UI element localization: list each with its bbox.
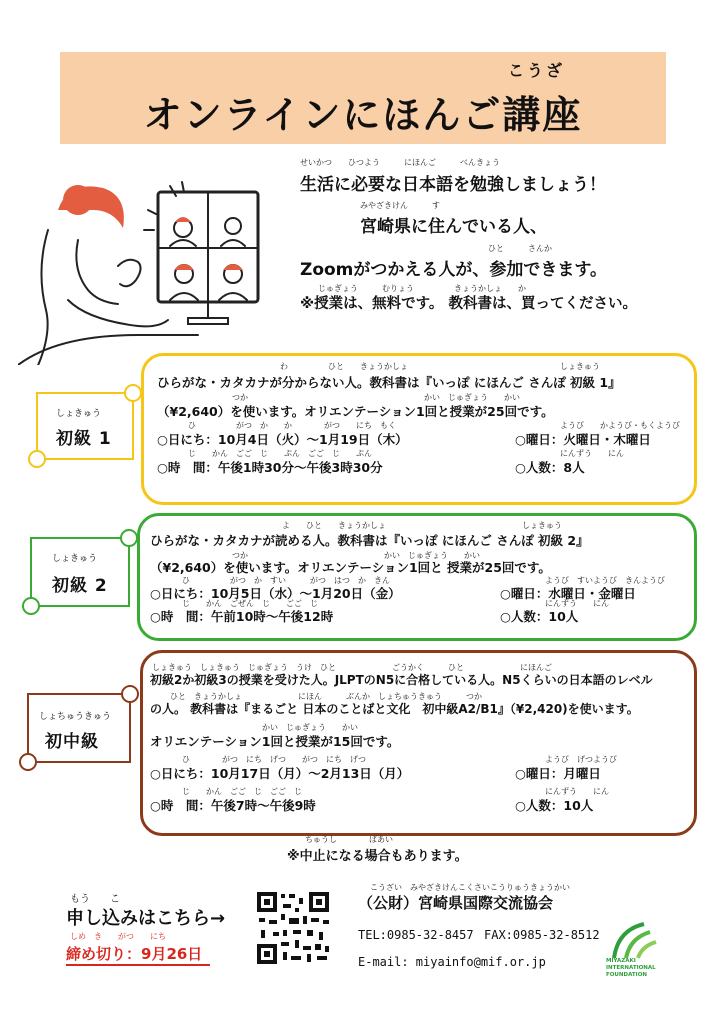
course-label-ruby: しょちゅうきゅう — [39, 712, 112, 722]
course-time: ○時 間：午前10時～午後12時 — [150, 609, 334, 624]
course-description: オリエンテーション1回と授業が15回です。 — [150, 734, 400, 749]
org-ruby: こうざい みやざきけんこくさいこうりゅうきょうかい — [370, 883, 570, 892]
course-ruby: しょきゅう しょきゅう じゅぎょう うけ ひと ごうかく ひと にほんご — [152, 663, 552, 672]
course-ruby: よ ひと きょうかしょ しょきゅう — [282, 521, 562, 530]
course-description: （¥2,640）を使います。オリエンテーション1回と 授業が25回です。 — [150, 560, 551, 575]
course-ruby: わ ひと きょうかしょ しょきゅう — [280, 362, 600, 371]
course-day: ○曜日：月曜日 — [515, 766, 601, 781]
course-people: ○人数：8人 — [515, 460, 585, 475]
intro-line-1: 生活に必要な日本語を勉強しましょう！ — [300, 175, 606, 195]
course-description: （¥2,640）を使います。オリエンテーション1回と授業が25回です。 — [157, 404, 554, 419]
course-scroll-2 — [30, 537, 130, 607]
course-people: ○人数：10人 — [500, 609, 579, 624]
course-ruby: ひ がつ にち げつ がつ にち げつ — [182, 755, 366, 764]
course-ruby: じ かん ごご じ ぷん ごご じ ぷん — [188, 449, 372, 458]
course-label: 初級 2 — [52, 576, 108, 596]
course-description: の人。 教科書は『まるごと 日本のことばと文化 初中級A2/B1』（¥2,420)を使います。 — [150, 702, 639, 716]
course-ruby: じ かん ごぜん じ ごご じ — [182, 599, 318, 608]
intro-ruby-2: みやざきけん す — [360, 201, 440, 210]
course-ruby: ようび かようび・もくようび — [560, 421, 680, 430]
course-label: 初級 1 — [56, 429, 112, 449]
deadline-ruby: しめ き がつ にち — [70, 932, 166, 941]
course-description: 初級2か初級3の授業を受けた人。JLPTのN5に合格している人。N5くらいの日本語のレベル — [150, 673, 653, 687]
course-time: ○時 間：午後7時～午後9時 — [150, 798, 316, 813]
intro-line-3: Zoomがつかえる人が、参加できます。 — [300, 260, 608, 280]
course-ruby: つか かい じゅぎょう かい — [232, 393, 520, 402]
course-ruby: ようび げつようび — [545, 755, 617, 764]
course-ruby: かい じゅぎょう かい — [262, 723, 358, 732]
course-ruby: ひと きょうかしょ にほん ぶんか しょちゅうきゅう つか — [170, 692, 482, 701]
course-label-ruby: しょきゅう — [52, 554, 98, 564]
cancel-ruby: ちゅうし ばあい — [305, 835, 393, 844]
tel: TEL:0985-32-8457 — [358, 928, 474, 942]
course-ruby: にんずう にん — [545, 599, 609, 608]
course-people: ○人数：10人 — [515, 798, 594, 813]
course-ruby: ようび すいようび きんようび — [545, 576, 665, 585]
foundation-logo-icon — [606, 920, 666, 960]
course-description: ひらがな・カタカナが分からない人。教科書は『いっぽ にほんご さんぽ 初級 1』 — [157, 375, 621, 390]
page-title: オンラインにほんご講座 — [143, 93, 583, 137]
course-ruby: ひ がつ か か がつ にち もく — [188, 421, 396, 430]
course-date: ○日にち：10月4日（火）～1月19日（木） — [157, 432, 408, 447]
course-scroll-3 — [27, 693, 131, 763]
course-date: ○日にち：10月17日（月）～2月13日（月） — [150, 766, 410, 781]
logo-text: MIYAZAKI INTERNATIONAL FOUNDATION — [606, 958, 656, 978]
course-date: ○日にち：10月5日（水）～1月20日（金） — [150, 586, 401, 601]
course-ruby: つか かい じゅぎょう かい — [232, 551, 480, 560]
course-description: ひらがな・カタカナが読める人。教科書は『いっぽ にほんご さんぽ 初級 2』 — [150, 533, 589, 548]
org-name: （公財）宮崎県国際交流協会 — [358, 894, 554, 912]
course-scroll-1 — [36, 392, 134, 460]
course-time: ○時 間：午後1時30分～午後3時30分 — [157, 460, 383, 475]
intro-ruby-4: じゅぎょう むりょう きょうかしょ か — [318, 284, 526, 293]
course-label-ruby: しょきゅう — [56, 409, 102, 419]
cancel-note: ※中止になる場合もあります。 — [287, 849, 468, 864]
qr-code[interactable] — [255, 890, 331, 966]
email[interactable]: E-mail: miyainfo@mif.or.jp — [358, 955, 546, 969]
intro-line-4: ※授業は、無料です。 教科書は、買ってください。 — [300, 296, 637, 312]
course-ruby: じ かん ごご じ ごご じ — [182, 787, 302, 796]
course-ruby: にんずう にん — [560, 449, 624, 458]
intro-line-2: 宮崎県に住んでいる人、 — [360, 217, 547, 237]
fax: FAX:0985-32-8512 — [484, 928, 600, 942]
course-ruby: にんずう にん — [545, 787, 609, 796]
apply-ruby: もう こ — [70, 894, 120, 905]
apply-label: 申し込みはこちら→ — [66, 908, 226, 929]
course-day: ○曜日：火曜日・木曜日 — [515, 432, 651, 447]
course-day: ○曜日：水曜日・金曜日 — [500, 586, 636, 601]
video-call-illustration — [18, 170, 268, 365]
deadline: 締め切り：9月26日 — [66, 943, 210, 966]
intro-ruby-3: ひと さんか — [488, 244, 552, 253]
course-ruby: ひ がつ か すい がつ はつ か きん — [182, 576, 390, 585]
course-label: 初中級 — [45, 732, 99, 752]
intro-ruby-1: せいかつ ひつよう にほんご べんきょう — [300, 158, 500, 167]
title-ruby: こうざ — [508, 61, 566, 80]
